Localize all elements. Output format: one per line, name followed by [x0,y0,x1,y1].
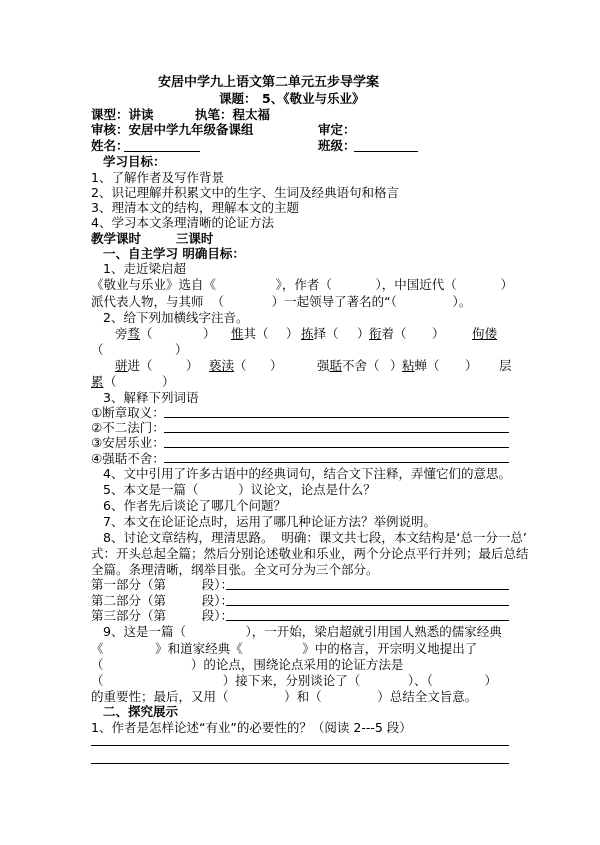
q9-line4: （ ）接下来，分别谈论了（ ）、（ ） [91,673,498,688]
lesson-type: 课型：讲读 [91,107,154,122]
pinyin-word: 累 [91,374,104,389]
writer: 执笔：程太福 [195,107,271,122]
term-label: ③安居乐业： [91,435,165,450]
paren-open: （ [104,374,117,389]
paren-close: ） [390,358,403,373]
pinyin-word: 层 [499,358,512,373]
pinyin-word: 佝偻 [472,326,498,341]
paren-close: ） [175,342,188,357]
q9-line5: 的重要性；最后，又用（ ）和（ ）总结全文旨意。 [91,689,478,704]
q8-line1: 8、讨论文章结构，理清思路。 明确：课文共七段，本文结构是‘总一分一总’ [103,530,527,545]
answer-line[interactable] [226,620,509,621]
class-label: 班级： [318,138,356,153]
paren-close: ） [465,358,478,373]
answer-line[interactable] [164,462,509,463]
pinyin-word: 粘蝉（ [402,358,440,373]
q6: 6、作者先后谈论了哪几个问题？ [103,498,286,513]
pinyin-word: 强聒不舍（ [317,358,380,373]
paren-open: （ [91,342,104,357]
class-field-line[interactable] [354,151,418,152]
q3-title: 3、解释下列词语 [103,390,199,405]
answer-line[interactable] [226,589,509,590]
lesson-title: 5、《敬业与乐业》 [262,91,365,106]
section2-heading: 二、探究展示 [103,704,179,719]
answer-line[interactable] [91,763,509,764]
name-label: 姓名： [91,138,129,153]
goal-item: 2、识记理解并积累文中的生字、生词及经典语句和格言 [91,185,399,200]
q8-line2: 式：开头总起全篇；然后分别论述敬业和乐业，两个分论点平行并列；最后总结 [91,546,529,561]
answer-line[interactable] [164,417,509,418]
q9-line2: 《 》和道家经典《 》中的格言，开宗明义地提出了 [91,641,478,656]
pinyin-word: 骈进（ [115,358,153,373]
pinyin-word: 惟其（ [231,326,269,341]
q1-line2: 派代表人物，与其师 （ ）一起领导了著名的“（ ）。 [91,294,472,309]
q2-title: 2、给下列加横线字注音。 [103,310,249,325]
teaching-hours: 教学课时 三课时 [91,231,214,246]
approver-label: 审定： [318,122,356,137]
section1-heading: 一、自主学习 明确目标： [103,246,245,261]
answer-line[interactable] [91,745,509,746]
q7: 7、本文在论证论点时，运用了哪几种论证方法？举例说明。 [103,514,436,529]
pinyin-word: 旁骛（ [115,326,153,341]
q8-line3: 全篇。条理清晰，纲举目张。全文可分为三个部分。 [91,562,379,577]
section2-q1: 1、作者是怎样论述“有业”的必要性的？（阅读 2---5 段） [91,720,412,735]
q1-line1: 《敬业与乐业》选自《 》，作者（ ），中国近代（ ） [91,277,514,292]
answer-line[interactable] [164,432,509,433]
goal-item: 4、学习本文条理清晰的论证方法 [91,215,274,230]
q9-line1: 9、这是一篇（ ），一开始，梁启超就引用国人熟悉的儒家经典 [103,624,502,639]
part-label: 第三部分（第 段）： [91,608,234,623]
paren-close: ） [270,358,283,373]
page-title: 安居中学九上语文第二单元五步导学案 [158,75,380,90]
reviewer: 审核：安居中学九年级备课组 [91,122,254,137]
term-label: ④强聒不舍： [91,451,165,466]
paren-close: ） [162,374,175,389]
q9-line3: （ ）的论点，围绕论点采用的论证方法是 [91,657,404,672]
q4: 4、文中引用了许多古语中的经典词句，结合文下注释，弄懂它们的意思。 [103,466,511,481]
name-field-line[interactable] [124,151,200,152]
term-label: ①断章取义： [91,405,165,420]
paren-close: ） [186,358,199,373]
part-label: 第一部分（第 段）： [91,577,234,592]
goal-item: 3、理清本文的结构，理解本文的主题 [91,200,299,215]
pinyin-word: 衔着（ [369,326,407,341]
goals-heading: 学习目标： [103,154,166,169]
part-label: 第二部分（第 段）： [91,593,234,608]
q5: 5、本文是一篇（ ）议论文，论点是什么？ [103,482,376,497]
goal-item: 1、了解作者及写作背景 [91,170,224,185]
q1-title: 1、走近梁启超 [103,261,186,276]
term-label: ②不二法门： [91,420,165,435]
answer-line[interactable] [226,605,509,606]
answer-line[interactable] [164,447,509,448]
paren-close: ） [286,326,299,341]
paren-close: ） [432,326,445,341]
lesson-label: 课题： [219,91,257,106]
pinyin-word: 拣择（ [301,326,339,341]
paren-close: ） [203,326,216,341]
pinyin-word: 亵渎（ [209,358,247,373]
paren-close: ） [357,326,370,341]
